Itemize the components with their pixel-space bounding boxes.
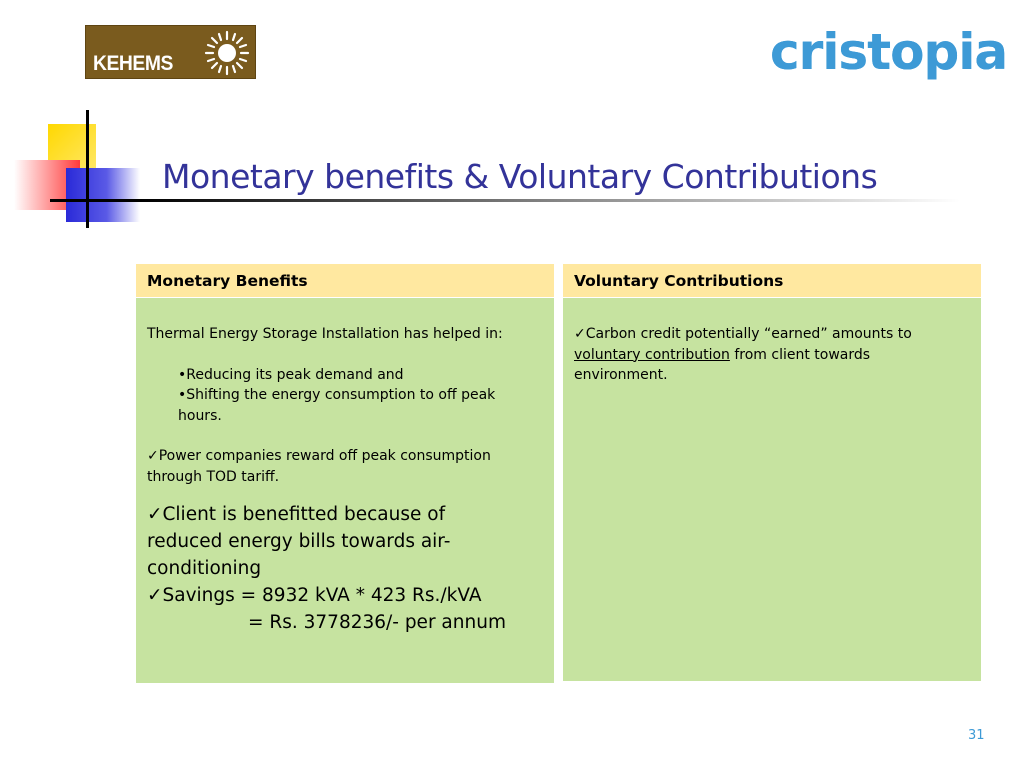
check-savings: ✓Savings = 8932 kVA * 423 Rs./kVA [147, 585, 482, 606]
carbon-credit-line: ✓Carbon credit potentially “earned” amounts to [574, 326, 912, 342]
sun-icon [204, 30, 250, 76]
monetary-benefits-panel [136, 264, 554, 683]
monetary-intro: Thermal Energy Storage Installation has helped in: [147, 326, 503, 342]
check-savings-result: = Rs. 3778236/- per annum [248, 612, 506, 633]
voluntary-contributions-body [563, 298, 981, 386]
check-client-benefitted-cont2: conditioning [147, 558, 262, 579]
kehems-logo [85, 25, 256, 79]
kehems-logo-text: KEHEMS [93, 52, 173, 75]
page-number: 31 [968, 728, 985, 743]
check-client-benefitted: ✓Client is benefitted because of [147, 504, 446, 525]
monetary-benefits-header: Monetary Benefits [136, 264, 554, 298]
carbon-credit-line-cont-rest: from client towards [729, 346, 871, 363]
decor-vertical-line [86, 110, 89, 228]
monetary-benefits-body [136, 298, 554, 636]
bullet-shifting-consumption-cont: hours. [178, 407, 222, 424]
title-underline [140, 199, 960, 202]
voluntary-contributions-header: Voluntary Contributions [563, 264, 981, 298]
carbon-credit-line-cont [574, 345, 970, 366]
cristopia-logo: cristopia [770, 23, 1008, 81]
check-power-companies-cont: through TOD tariff. [147, 468, 280, 485]
bullet-reducing-peak: •Reducing its peak demand and [178, 366, 404, 383]
slide-title: Monetary benefits & Voluntary Contributions [162, 157, 878, 196]
check-client-benefitted-cont1: reduced energy bills towards air- [147, 531, 451, 552]
bullet-shifting-consumption: •Shifting the energy consumption to off peak [178, 387, 496, 403]
voluntary-contributions-panel [563, 264, 981, 681]
carbon-credit-line-end: environment. [574, 367, 668, 383]
check-power-companies: ✓Power companies reward off peak consumption [147, 448, 491, 464]
decor-blue-square [66, 168, 140, 222]
voluntary-contribution-term: voluntary contribution [574, 346, 730, 363]
